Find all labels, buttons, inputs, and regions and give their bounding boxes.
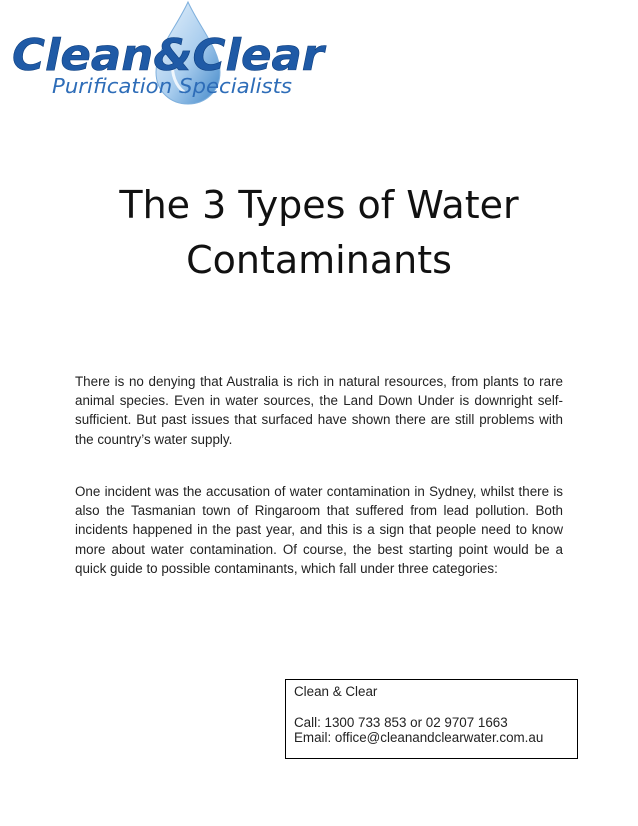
incident-paragraph: One incident was the accusation of water contamination in Sydney, whilst there is also the Tasmanian town of Ringaroom that suffered from lead pollution. Both incidents happened in the past year, and this is a sign that people need to know more about water contamination. Of course, the best starting point would be a quick guide to possible contaminants, which fall under three categories: (75, 484, 563, 576)
title-line-1: The 3 Types of Water (119, 183, 519, 227)
water-drop-logo-icon (8, 0, 338, 110)
contact-name: Clean & Clear (294, 684, 378, 699)
company-logo (8, 0, 338, 110)
logo-brand-text: Clean&Clear (12, 30, 327, 81)
intro-paragraph: There is no denying that Australia is rich in natural resources, from plants to rare animal species. Even in water sources, the Land Down Under is downright self-sufficient. But past issues that surfaced have shown there are still problems with the country’s water supply. (75, 374, 563, 447)
contact-phone: Call: 1300 733 853 or 02 9707 1663 (294, 714, 508, 730)
document-title (0, 178, 638, 288)
contact-email: Email: office@cleanandclearwater.com.au (294, 730, 544, 745)
contact-box (285, 679, 578, 759)
title-line-2: Contaminants (186, 238, 452, 282)
logo-tagline: Purification Specialists (52, 74, 292, 98)
